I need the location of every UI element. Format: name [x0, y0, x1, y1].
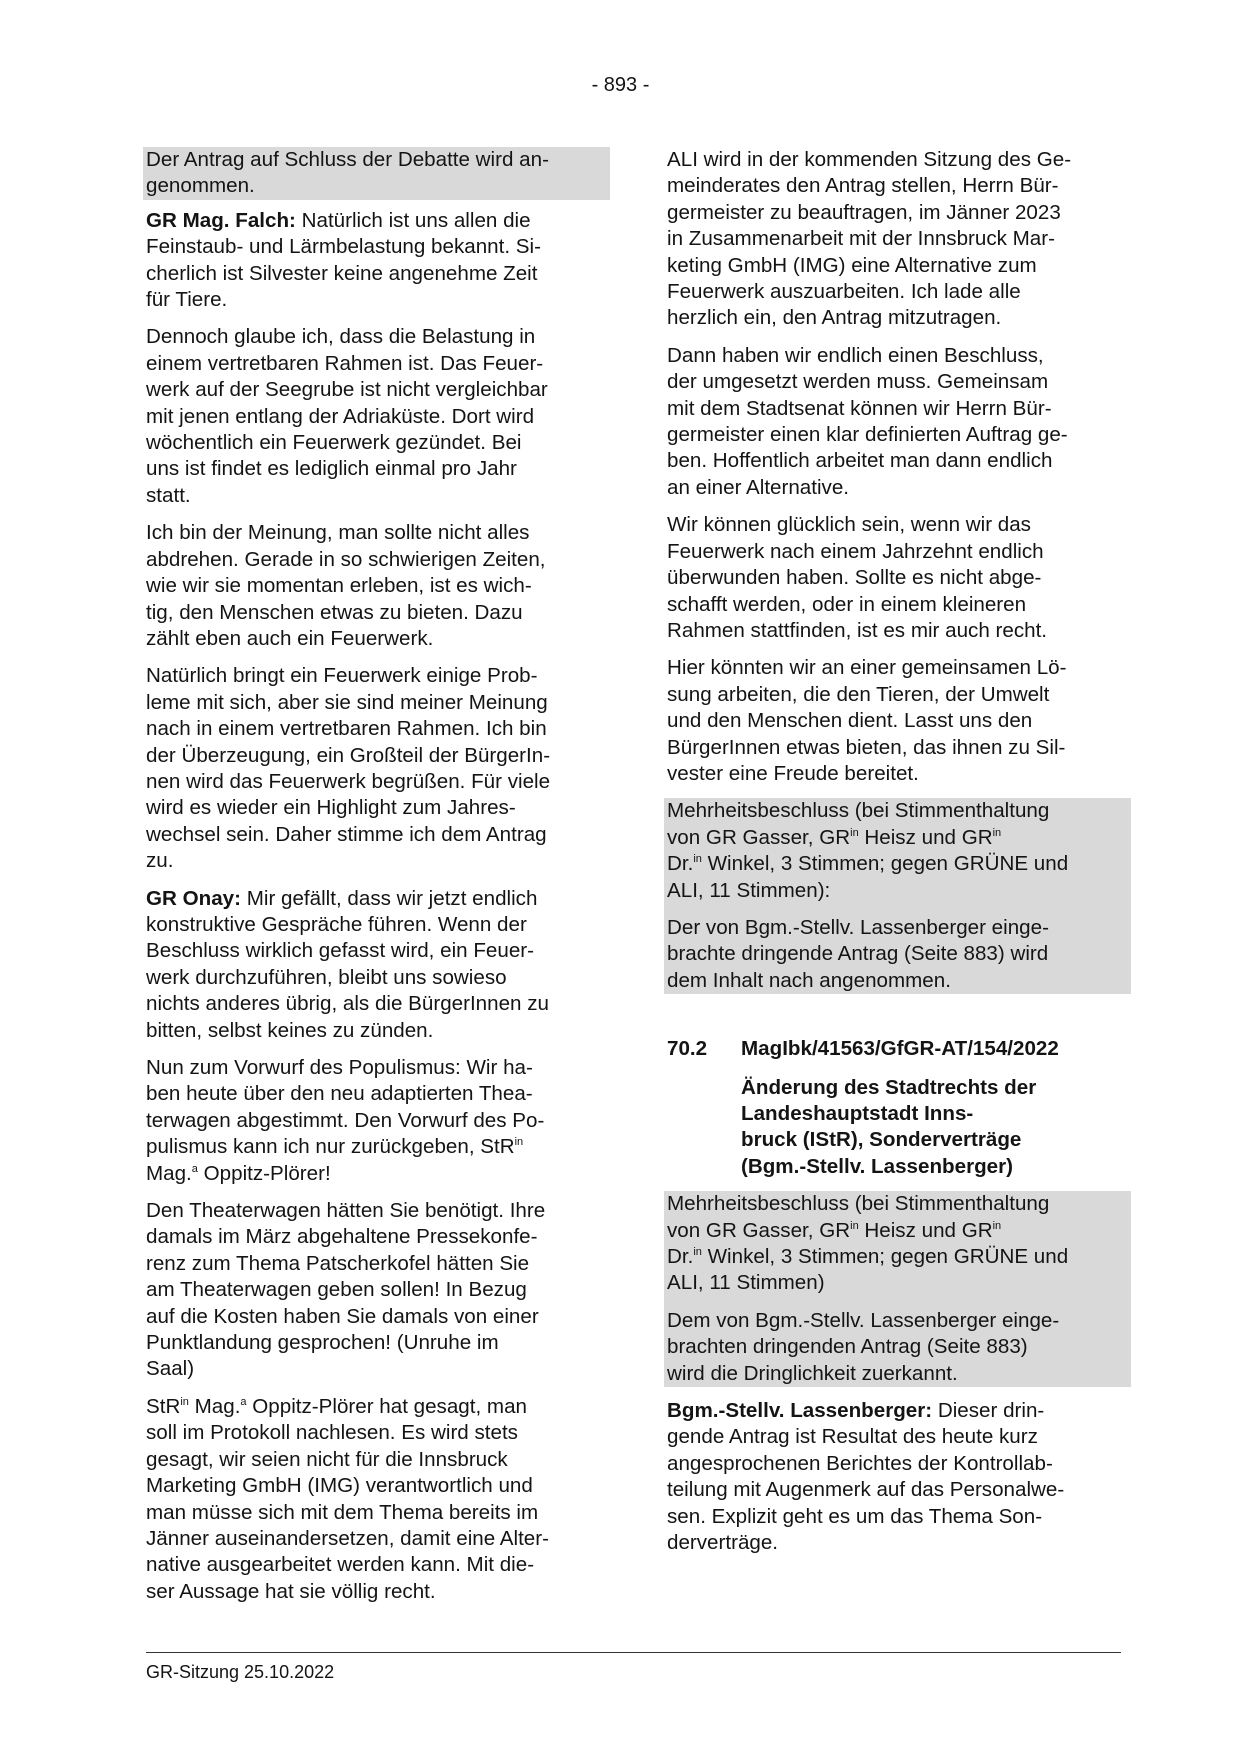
paragraph [146, 1198, 606, 1383]
text-line: werk durchzuführen, bleibt uns sowieso [146, 965, 507, 989]
text-line: abdrehen. Gerade in so schwierigen Zeiten, [146, 547, 546, 571]
text-line: brachte dringende Antrag (Seite 883) wird [667, 942, 1049, 966]
agenda-item-title [741, 1075, 1061, 1181]
text-line: wird es wieder ein Highlight zum Jahres- [146, 796, 516, 820]
text-line: native ausgearbeitet werden kann. Mit die- [146, 1553, 535, 1577]
text-line: Mir gefällt, dass wir jetzt endlich [246, 886, 538, 910]
text-line: ben heute über den neu adaptierten Thea- [146, 1082, 533, 1106]
superscript: in [850, 826, 859, 839]
text-line: statt. [146, 483, 191, 507]
text-line: Feinstaub- und Lärmbelastung bekannt. Si- [146, 235, 541, 259]
text-line: ALI, 11 Stimmen): [667, 878, 831, 902]
text-line: Ich bin der Meinung, man sollte nicht alles [146, 521, 530, 545]
text-line: germeister einen klar definierten Auftrag ge- [667, 423, 1068, 447]
text-line: bitten, selbst keines zu zünden. [146, 1018, 434, 1042]
superscript: in [992, 826, 1002, 839]
text-line: StR [146, 1394, 181, 1418]
text-line: zu. [146, 849, 174, 873]
footer-session-date: GR-Sitzung 25.10.2022 [146, 1662, 335, 1682]
superscript: in [850, 1219, 859, 1232]
text-line: am Theaterwagen geben sollen! In Bezug [146, 1278, 527, 1302]
speaker-falch: GR Mag. Falch: [146, 208, 296, 232]
text-line: Der von Bgm.-Stellv. Lassenberger einge- [667, 915, 1049, 939]
text-line: in Zusammenarbeit mit der Innsbruck Mar- [667, 227, 1055, 251]
text-line: wechsel sein. Daher stimme ich dem Antrag [146, 822, 547, 846]
text-line: gesagt, wir seien nicht für die Innsbruck [146, 1447, 508, 1471]
text-line: renz zum Thema Patscherkofel hätten Sie [146, 1251, 530, 1275]
text-line: Den Theaterwagen hätten Sie benötigt. Ihre [146, 1199, 546, 1223]
text-line: Punktlandung gesprochen! (Unruhe im [146, 1331, 499, 1355]
text-line: terwagen abgestimmt. Den Vorwurf des Po- [146, 1108, 545, 1132]
text-line: Mehrheitsbeschluss (bei Stimmenthaltung [667, 1192, 1050, 1216]
text-line: schafft werden, oder in einem kleineren [667, 592, 1027, 616]
text-line: cherlich ist Silvester keine angenehme Zeit [146, 261, 538, 285]
text-line: teilung mit Augenmerk auf das Personalwe- [667, 1478, 1065, 1502]
text-line: Winkel, 3 Stimmen; gegen GRÜNE und [701, 852, 1069, 876]
paragraph [667, 512, 1127, 644]
superscript: in [693, 853, 702, 866]
text-line: man müsse sich mit dem Thema bereits im [146, 1500, 539, 1524]
text-line: Dennoch glaube ich, dass die Belastung in [146, 325, 536, 349]
text-line: gende Antrag ist Resultat des heute kurz [667, 1425, 1038, 1449]
text-line: Dr. [667, 852, 694, 876]
text-line: Der Antrag auf Schluss der Debatte wird an- [146, 148, 549, 171]
text-line: wöchentlich ein Feuerwerk gezündet. Bei [146, 431, 522, 455]
resolution-text [667, 1308, 1127, 1387]
lassenberger-statement [667, 1398, 1127, 1556]
paragraph [146, 663, 606, 874]
text-line: Heisz und GR [858, 825, 993, 849]
text-line: Oppitz-Plörer hat gesagt, man [246, 1394, 527, 1418]
text-line: Jänner auseinandersetzen, damit eine Alter- [146, 1526, 549, 1550]
superscript: a [191, 1162, 198, 1175]
text-line: angesprochenen Berichtes der Kontrollab- [667, 1451, 1053, 1475]
text-line: brachten dringenden Antrag (Seite 883) [667, 1335, 1028, 1359]
text-line: Rahmen stattfinden, ist es mir auch recht. [667, 618, 1048, 642]
text-line: sen. Explizit geht es um das Thema Son- [667, 1504, 1043, 1528]
paragraph [146, 1394, 606, 1605]
text-line: wie wir sie momentan erleben, ist es wich- [146, 574, 532, 598]
superscript: in [180, 1395, 189, 1408]
resolution-text [667, 915, 1127, 994]
text-line: Nun zum Vorwurf des Populismus: Wir ha- [146, 1056, 533, 1079]
text-line: tig, den Menschen etwas zu bieten. Dazu [146, 600, 523, 624]
text-line: derverträge. [667, 1531, 779, 1555]
text-line: der Überzeugung, ein Großteil der BürgerIn- [146, 743, 551, 767]
falch-statement [146, 208, 606, 314]
text-line: keting GmbH (IMG) eine Alternative zum [667, 253, 1037, 277]
text-line: wird die Dringlichkeit zuerkannt. [667, 1361, 958, 1385]
text-line: dem Inhalt nach angenommen. [667, 968, 951, 992]
text-line: genommen. [146, 174, 255, 198]
text-line: Landeshauptstadt Inns- [741, 1102, 974, 1125]
motion-accepted-note [143, 147, 610, 200]
majority-vote-note [667, 798, 1127, 904]
majority-vote-note [667, 1191, 1127, 1297]
text-line: Dr. [667, 1245, 694, 1269]
text-line: von GR Gasser, GR [667, 1218, 851, 1242]
text-line: Dann haben wir endlich einen Beschluss, [667, 343, 1044, 367]
onay-statement [146, 886, 606, 1044]
speaker-lassenberger: Bgm.-Stellv. Lassenberger: [667, 1399, 933, 1423]
page-number: - 893 - [591, 74, 650, 96]
text-line: leme mit sich, aber sie sind meiner Meinung [146, 690, 548, 714]
text-line: der umgesetzt werden muss. Gemeinsam [667, 370, 1049, 394]
agenda-item-number: 70.2 [667, 1037, 708, 1061]
agenda-item-heading [667, 1036, 1127, 1180]
text-line: Oppitz-Plörer! [197, 1161, 331, 1185]
text-line: vester eine Freude bereitet. [667, 761, 919, 785]
vote-result-box-1 [664, 798, 1131, 994]
text-line: uns ist findet es lediglich einmal pro Jahr [146, 457, 517, 481]
text-line: Wir können glücklich sein, wenn wir das [667, 513, 1031, 537]
text-line: Natürlich ist uns allen die [301, 208, 531, 232]
text-line: Mag. [146, 1161, 192, 1185]
text-line: Dem von Bgm.-Stellv. Lassenberger einge- [667, 1308, 1060, 1332]
text-line: nichts anderes übrig, als die BürgerInnen zu [146, 992, 549, 1016]
paragraph [667, 343, 1127, 501]
paragraph [146, 1055, 606, 1187]
text-line: bruck (IStR), Sonderverträge [741, 1128, 1022, 1152]
text-line: BürgerInnen etwas bieten, das ihnen zu Sil- [667, 735, 1066, 759]
text-line: ALI, 11 Stimmen) [667, 1271, 825, 1295]
text-line: Mehrheitsbeschluss (bei Stimmenthaltung [667, 799, 1050, 823]
text-line: mit jenen entlang der Adriaküste. Dort wird [146, 404, 535, 428]
text-line: Dieser drin- [937, 1399, 1045, 1423]
superscript: in [992, 1219, 1002, 1232]
paragraph [146, 520, 606, 652]
text-line: Saal) [146, 1357, 195, 1381]
speaker-onay: GR Onay: [146, 886, 241, 910]
text-line: konstruktive Gespräche führen. Wenn der [146, 912, 527, 936]
text-line: Natürlich bringt ein Feuerwerk einige Prob- [146, 664, 538, 688]
right-column [667, 147, 1127, 1568]
text-line: auf die Kosten haben Sie damals von einer [146, 1304, 539, 1328]
paragraph [667, 147, 1127, 332]
text-line: pulismus kann ich nur zurückgeben, StR [146, 1135, 515, 1159]
text-line: nach in einem vertretbaren Rahmen. Ich bin [146, 717, 547, 741]
text-line: Mag. [188, 1394, 241, 1418]
text-line: an einer Alternative. [667, 475, 850, 499]
text-line: meinderates den Antrag stellen, Herrn Bür- [667, 174, 1059, 198]
text-line: Heisz und GR [858, 1218, 993, 1242]
text-line: Hier könnten wir an einer gemeinsamen Lö- [667, 656, 1067, 680]
footer-divider [146, 1652, 1121, 1653]
superscript: in [693, 1246, 702, 1259]
text-line: mit dem Stadtsenat können wir Herrn Bür- [667, 396, 1052, 420]
text-line: werk auf der Seegrube ist nicht vergleichbar [146, 378, 548, 402]
text-line: ser Aussage hat sie völlig recht. [146, 1579, 436, 1603]
text-line: von GR Gasser, GR [667, 825, 851, 849]
text-line: für Tiere. [146, 288, 228, 312]
paragraph [667, 655, 1127, 787]
text-line: sung arbeiten, die den Tieren, der Umwelt [667, 682, 1050, 706]
text-line: und den Menschen dient. Lasst uns den [667, 709, 1033, 733]
text-line: herzlich ein, den Antrag mitzutragen. [667, 306, 1002, 330]
text-line: einem vertretbaren Rahmen ist. Das Feuer- [146, 351, 544, 375]
text-line: nen wird das Feuerwerk begrüßen. Für viele [146, 769, 551, 793]
text-line: überwunden haben. Sollte es nicht abge- [667, 566, 1042, 590]
text-line: Änderung des Stadtrechts der [741, 1075, 1037, 1099]
text-line: zählt eben auch ein Feuerwerk. [146, 626, 434, 650]
text-line: Beschluss wirklich gefasst wird, ein Feuer- [146, 939, 534, 963]
paragraph [146, 324, 606, 509]
text-line: ben. Hoffentlich arbeitet man dann endlich [667, 449, 1053, 473]
text-line: Feuerwerk auszuarbeiten. Ich lade alle [667, 280, 1021, 304]
superscript: in [514, 1136, 524, 1149]
agenda-item-reference: MagIbk/41563/GfGR-AT/154/2022 [741, 1037, 1059, 1061]
superscript: a [240, 1395, 247, 1408]
text-line: ALI wird in der kommenden Sitzung des Ge- [667, 148, 1072, 171]
text-line: (Bgm.-Stellv. Lassenberger) [741, 1154, 1013, 1178]
left-column [146, 147, 606, 1616]
vote-result-box-2 [664, 1191, 1131, 1387]
text-line: soll im Protokoll nachlesen. Es wird stets [146, 1421, 518, 1445]
text-line: Feuerwerk nach einem Jahrzehnt endlich [667, 539, 1044, 563]
text-line: Marketing GmbH (IMG) verantwortlich und [146, 1474, 533, 1498]
text-line: Winkel, 3 Stimmen; gegen GRÜNE und [701, 1245, 1069, 1269]
text-line: damals im März abgehaltene Pressekonfe- [146, 1225, 538, 1249]
text-line: germeister zu beauftragen, im Jänner 2023 [667, 200, 1061, 224]
